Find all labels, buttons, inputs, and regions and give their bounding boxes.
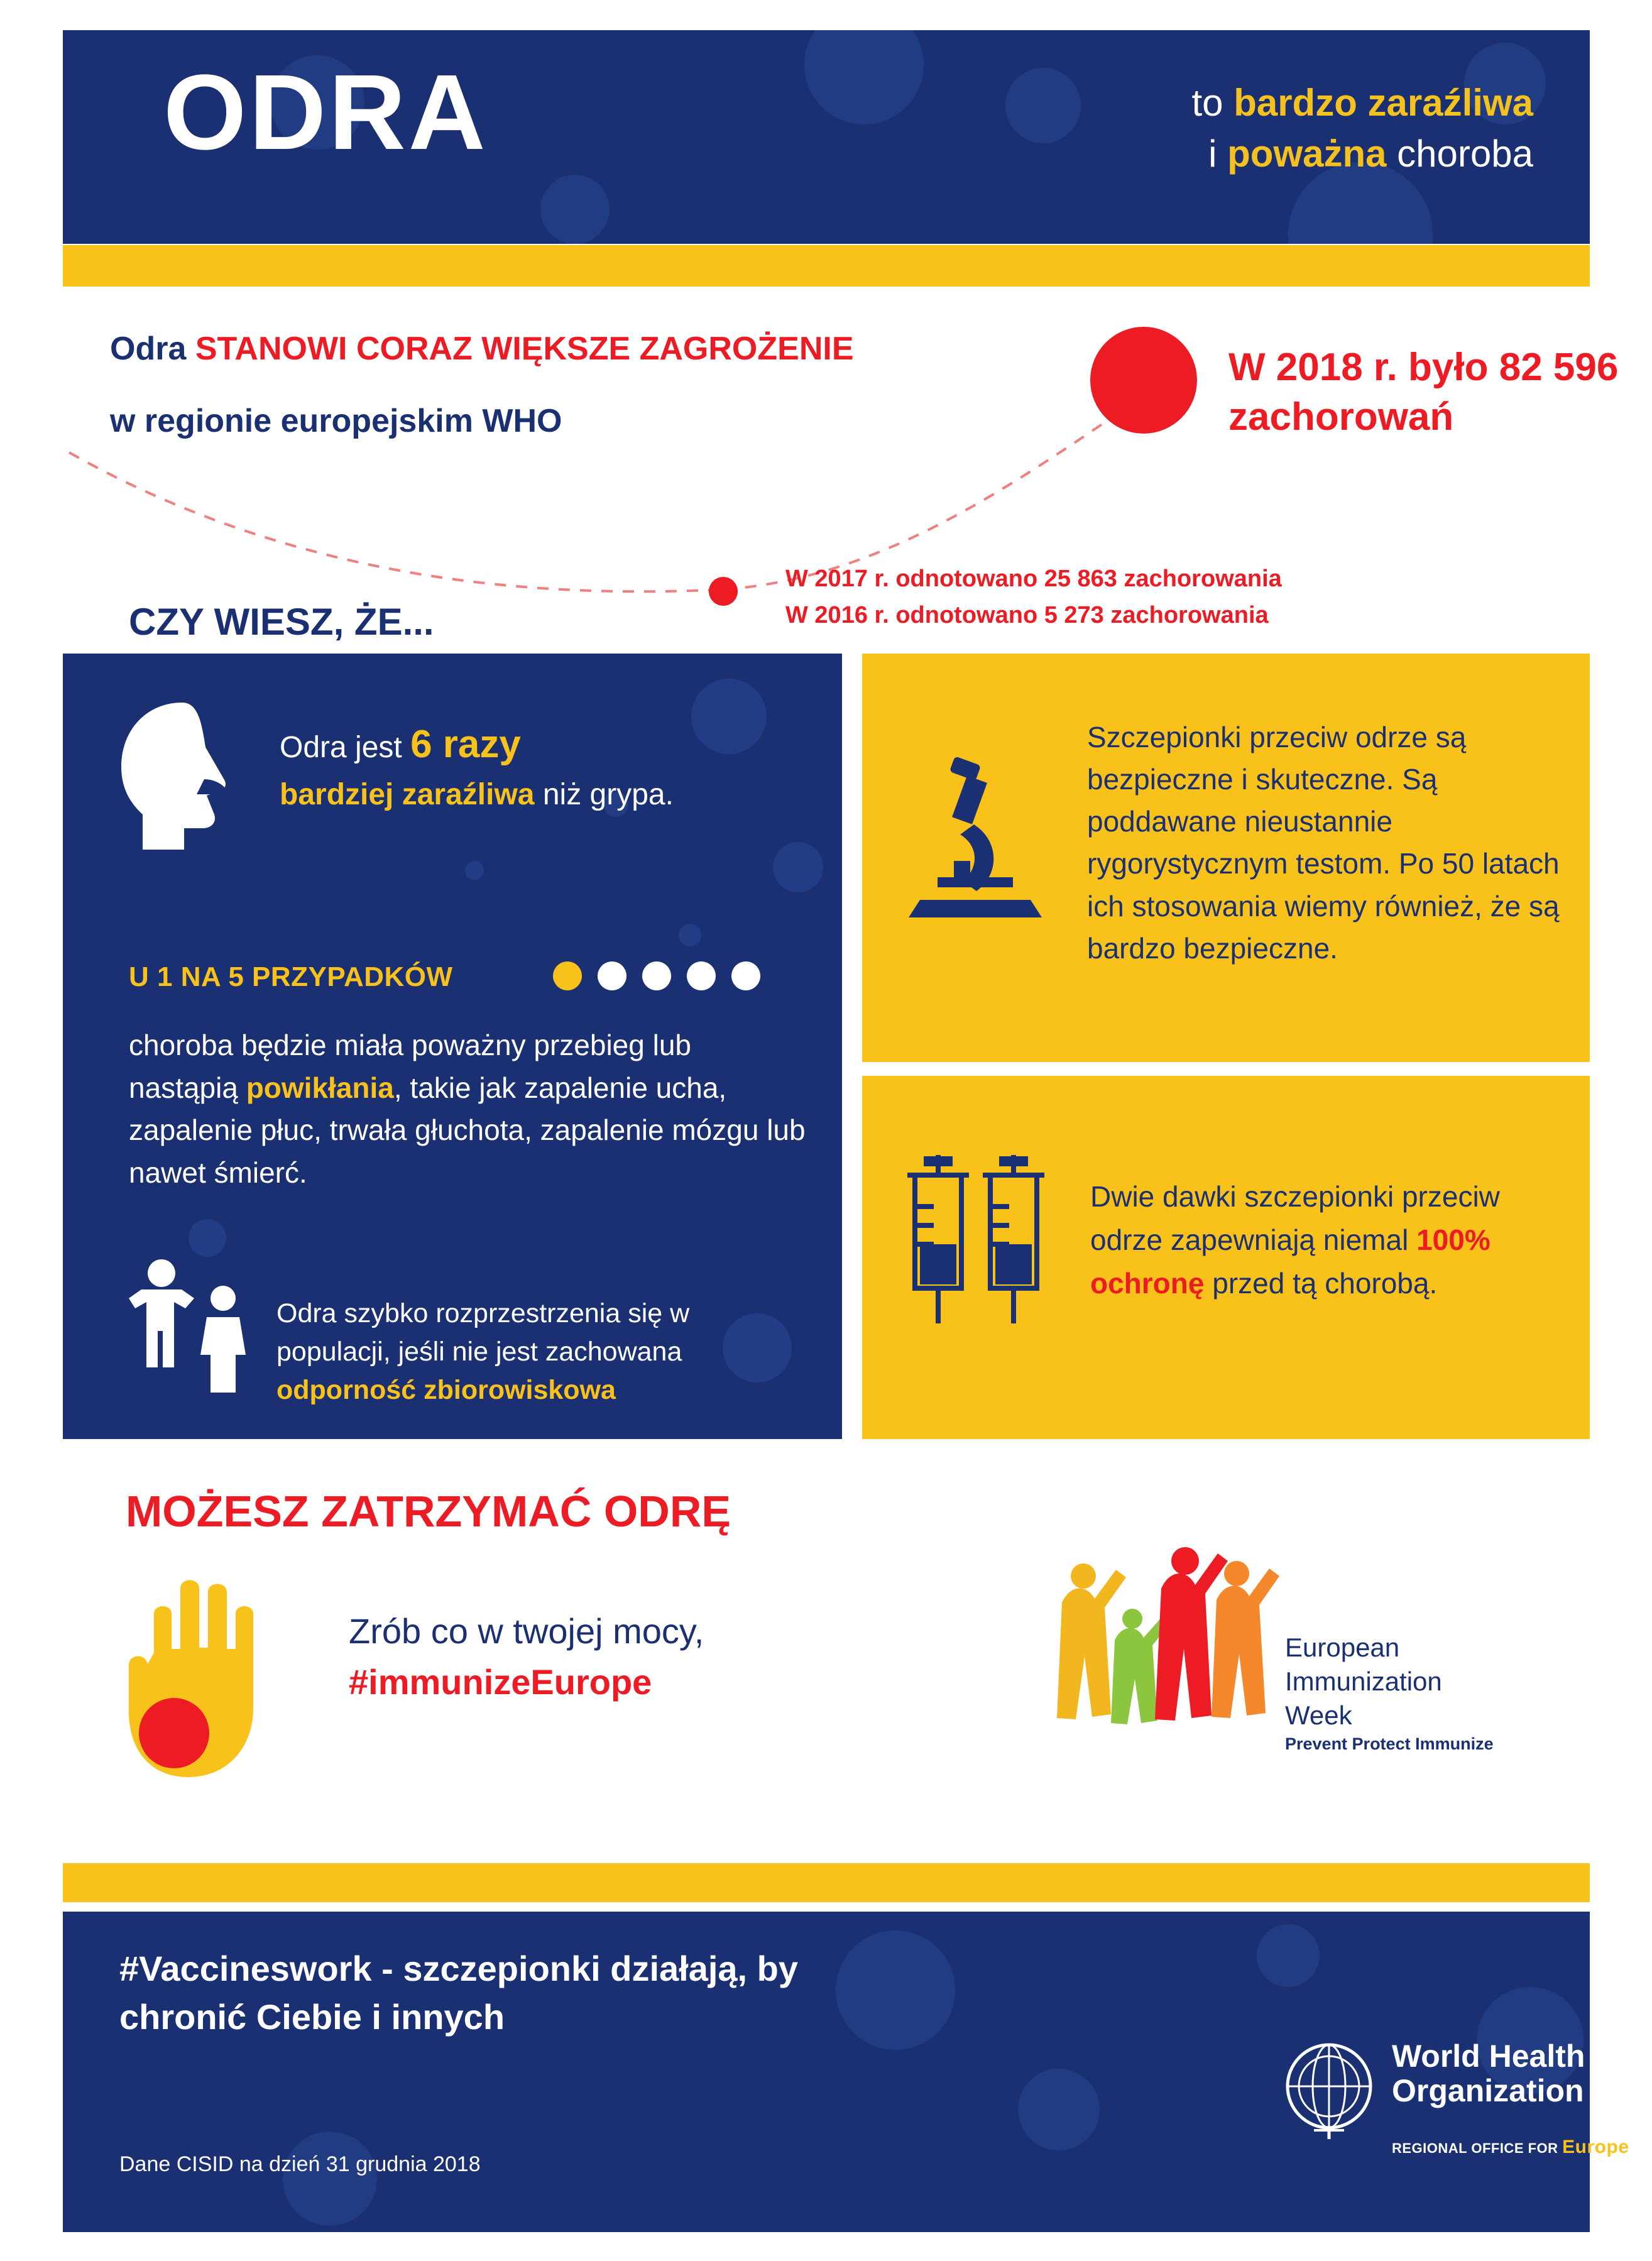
who-line-2: Organization <box>1392 2073 1584 2108</box>
trend-headline-line-2: w regionie europejskim WHO <box>110 403 562 439</box>
decorative-bubble <box>1005 68 1081 143</box>
vaccine-safety-text: Szczepionki przeciw odrze są bezpieczne i skuteczne. Są poddawane nieustannie rygorystycznym testom. Po 50 latach ich stosowania wiemy również, że są bardzo bezpieczne. <box>1087 721 1560 965</box>
one-in-five-label: U 1 NA 5 PRZYPADKÓW <box>129 961 453 992</box>
trend-marker-2017 <box>709 577 738 606</box>
dot-empty <box>731 961 760 990</box>
page-title: ODRA <box>163 53 488 172</box>
dot-empty <box>598 961 626 990</box>
who-region-name: Europe <box>1562 2137 1629 2157</box>
eiw-line-2: Immunization <box>1285 1666 1442 1696</box>
header-subtitle-line-1 <box>1191 77 1533 128</box>
who-wordmark <box>1392 2039 1585 2108</box>
complications-bold: powikłania <box>246 1071 394 1104</box>
trend-headline-prefix: Odra <box>110 331 195 367</box>
syringes-icon <box>899 1150 1056 1332</box>
decorative-bubble <box>540 175 610 244</box>
stat-2016: W 2016 r. odnotowano 5 273 zachorowania <box>785 602 1269 628</box>
six-times-text <box>280 716 757 816</box>
who-regional-office <box>1392 2137 1629 2158</box>
two-doses-part-2: przed tą chorobą. <box>1204 1267 1438 1300</box>
complications-part-1: choroba będzie miała poważny przebieg lub nastąpią <box>129 1029 692 1104</box>
eiw-line-3: Week <box>1285 1700 1352 1730</box>
eiw-line-1: European <box>1285 1633 1400 1662</box>
header-subtitle-suffix: choroba <box>1386 133 1533 175</box>
eiw-wordmark <box>1285 1631 1442 1732</box>
decorative-bubble <box>1257 1924 1320 1987</box>
footer-accent-bar <box>63 1863 1590 1902</box>
stop-measles-title: MOŻESZ ZATRZYMAĆ ODRĘ <box>126 1487 731 1536</box>
trend-headline-line-1 <box>110 330 854 368</box>
footer-source-note: Dane CISID na dzień 31 grudnia 2018 <box>119 2152 481 2176</box>
dot-empty <box>687 961 716 990</box>
european-immunization-week-figures-icon <box>1037 1508 1288 1772</box>
six-times-bold: bardziej zaraźliwa <box>280 777 535 811</box>
decorative-bubble <box>804 30 924 124</box>
complications-text <box>129 1024 807 1194</box>
two-doses-red: 100% ochronę <box>1090 1224 1491 1300</box>
header-subtitle-bold-1: bardzo zaraźliwa <box>1234 82 1533 124</box>
dot-filled <box>553 961 582 990</box>
stop-line-1: Zrób co w twojej mocy, <box>349 1611 704 1651</box>
who-line-1: World Health <box>1392 2039 1585 2074</box>
decorative-bubble <box>465 861 484 880</box>
header-subtitle-bold-2: poważna <box>1227 133 1387 175</box>
six-times-suffix: niż grypa. <box>534 777 674 811</box>
hand-icon <box>116 1577 305 1785</box>
who-emblem-icon <box>1279 2036 1379 2143</box>
trend-marker-2018 <box>1090 327 1197 434</box>
complications-part-2: , takie jak zapalenie ucha, zapalenie płuc, trwała głuchota, zapalenie mózgu lub nawet śmierć. <box>129 1071 806 1189</box>
footer-message: #Vaccineswork - szczepionki działają, by chronić Ciebie i innych <box>119 1949 799 2037</box>
herd-text-bold: odporność zbiorowiskowa <box>276 1375 616 1406</box>
herd-text-part-1: Odra szybko rozprzestrzenia się w populacji, jeśli nie jest zachowana <box>276 1298 690 1367</box>
header-subtitle <box>1191 77 1533 179</box>
one-in-five-dots <box>553 961 776 990</box>
section-heading-did-you-know: CZY WIESZ, ŻE... <box>129 601 434 643</box>
two-doses-text <box>1090 1175 1568 1305</box>
decorative-bubble <box>1018 2069 1100 2150</box>
herd-immunity-text <box>276 1295 779 1410</box>
six-times-prefix: Odra jest <box>280 731 411 764</box>
header-subtitle-prefix: to <box>1191 82 1234 124</box>
header-subtitle-prefix-2: i <box>1208 133 1228 175</box>
microscope-icon <box>899 754 1056 930</box>
people-group-icon <box>123 1257 273 1401</box>
header-subtitle-line-2 <box>1191 128 1533 179</box>
decorative-bubble <box>189 1219 226 1257</box>
stop-hashtag: #immunizeEurope <box>349 1662 652 1702</box>
who-regional-label: REGIONAL OFFICE FOR <box>1392 2140 1558 2156</box>
decorative-bubble <box>283 2132 377 2226</box>
header-accent-bar <box>63 245 1590 287</box>
decorative-bubble <box>679 924 701 946</box>
stop-measles-text <box>349 1606 704 1707</box>
two-doses-part-1: Dwie dawki szczepionki przeciw odrze zapewniają niemal <box>1090 1180 1500 1256</box>
decorative-bubble <box>773 842 823 892</box>
stat-2017: W 2017 r. odnotowano 25 863 zachorowania <box>785 566 1282 592</box>
header-banner <box>63 30 1590 244</box>
dot-empty <box>642 961 671 990</box>
stat-2018: W 2018 r. było 82 596 zachorowań <box>1228 346 1619 439</box>
head-icon <box>110 698 254 855</box>
trend-headline-red: STANOWI CORAZ WIĘKSZE ZAGROŻENIE <box>195 331 854 367</box>
eiw-tagline: Prevent Protect Immunize <box>1285 1734 1494 1753</box>
six-times-highlight: 6 razy <box>410 723 521 766</box>
